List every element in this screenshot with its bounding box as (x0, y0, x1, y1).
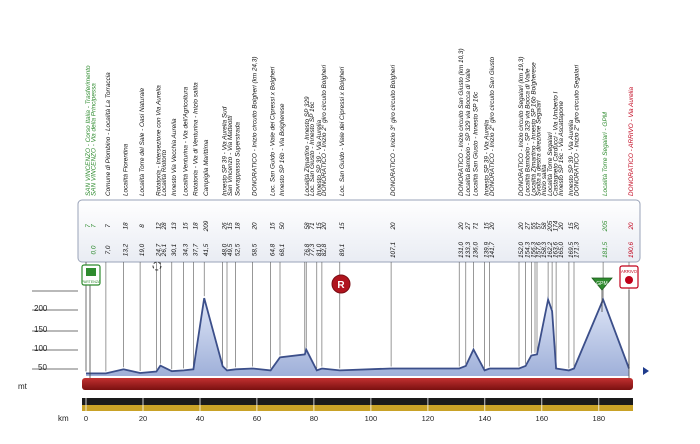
waypoint-altitude: 7 (90, 224, 98, 228)
waypoint-km: 26,1 (160, 243, 168, 257)
waypoint-altitude: 27 (524, 222, 532, 230)
waypoint-km: 157,6 (535, 242, 543, 258)
waypoint-label: DONORATICO - Inizio circuito San Giusto (km 10,3) (458, 48, 466, 196)
waypoint-altitude: 20 (518, 222, 525, 230)
y-tick: 200 (34, 304, 48, 313)
y-tick: 100 (34, 344, 48, 353)
gpm-marker (592, 278, 612, 312)
waypoint-km: 162,2 (547, 242, 555, 258)
waypoint-altitude: 7 (85, 224, 92, 228)
sprint-marker (153, 262, 161, 270)
waypoint-altitude: 57 (535, 222, 543, 230)
waypoint-km: 52,5 (234, 243, 242, 257)
waypoint-altitude: 174 (552, 220, 560, 232)
waypoint-altitude: 71 (309, 222, 317, 230)
waypoint-km: 13,2 (122, 243, 130, 257)
waypoint-label: Località Zimartino - Innesto SP 16b Bolgherese (530, 62, 538, 196)
waypoint-label: Località Fiorentina (122, 143, 130, 196)
waypoint-km: 154,3 (524, 242, 532, 258)
waypoint-altitude: 20 (557, 222, 565, 230)
x-tick-label: 140 (478, 414, 492, 423)
waypoint-km: 165,0 (557, 242, 565, 258)
waypoint-altitude: 15 (315, 222, 323, 230)
waypoint-label: Campiglia Marittima (203, 139, 211, 196)
waypoint-km: 139,9 (483, 242, 491, 258)
waypoint-label: DONORATICO - Inizio 2° giro circuito Segalari (573, 65, 581, 196)
waypoint-km: 30,1 (170, 243, 178, 257)
x-tick-label: 60 (252, 414, 262, 423)
waypoint-km: 152,0 (518, 242, 525, 258)
waypoint-km: 163,6 (552, 242, 560, 258)
x-unit-label: km (58, 414, 69, 423)
finish-label: ARRIVO (620, 269, 638, 274)
waypoint-km: 141,7 (489, 242, 496, 258)
waypoint-altitude: 7 (104, 224, 112, 228)
waypoint-km: 34,3 (182, 243, 190, 257)
x-tick-label: 100 (364, 414, 378, 423)
refuel-label: R (337, 280, 345, 291)
waypoint-km: 24,7 (155, 243, 163, 257)
waypoint-label: Loc. San Guido - Viale dei Cipressi x Bolgheri (338, 66, 346, 196)
waypoint-altitude: 12 (155, 222, 163, 230)
waypoint-altitude: 20 (390, 222, 398, 230)
waypoint-altitude: 15 (182, 222, 190, 230)
waypoint-km: 7,0 (104, 245, 112, 255)
waypoint-altitude: 71 (472, 222, 480, 230)
waypoint-km: 81,0 (315, 243, 323, 257)
start-label: PARTENZA (81, 280, 101, 284)
waypoint-altitude: 27 (464, 222, 472, 230)
waypoint-label: Località San Giusto - Innesto SP 16c (472, 91, 480, 196)
waypoint-altitude: 50 (279, 222, 286, 230)
waypoint-km: 158,3 (541, 242, 549, 258)
y-tick: 50 (38, 363, 47, 372)
waypoint-label: Innesto SP 39 - Via Aurelia Sud (221, 106, 229, 196)
x-tick-label: 160 (535, 414, 549, 423)
waypoint-label: Innesto SP 39 - Via Aurelia (567, 119, 575, 196)
waypoint-label: DONORATICO - ARRIVO - Via Aurelia (628, 86, 635, 196)
y-unit-label: mt (18, 382, 27, 391)
road-band (82, 378, 633, 390)
waypoint-label: Innesto SP 39 - Via Aurelia (315, 119, 323, 196)
waypoint-altitude: 55 (530, 222, 538, 230)
waypoint-km: 190,6 (628, 242, 635, 258)
waypoint-label: DONORATICO - Inizio circuito Bolgheri (km 24,3) (251, 56, 259, 196)
waypoint-altitude: 26 (221, 222, 229, 230)
waypoint-km: 156,3 (530, 242, 538, 258)
waypoint-label: Località Torre Segalari - GPM (602, 112, 610, 196)
waypoint-km: 76,8 (303, 243, 311, 257)
start-marker (82, 265, 101, 378)
waypoint-altitude: 209 (203, 220, 211, 232)
waypoint-label: Svolta a destra direzione Segalari (535, 100, 543, 196)
waypoint-altitude: 58 (303, 222, 311, 230)
waypoint-label: Castagneto Carducci - Via Umberto I (552, 91, 560, 196)
waypoint-label: Innesto SP 16b - Via Bolgherese (279, 103, 286, 196)
waypoint-km: 136,0 (472, 242, 480, 258)
waypoint-altitude: 18 (192, 222, 200, 230)
waypoint-label: Rotatoria - Via di Venturina - Inizio salita (192, 82, 200, 196)
x-tick-label: 180 (592, 414, 606, 423)
waypoint-label: Località Riotorto (160, 149, 168, 196)
x-tick-label: 40 (195, 414, 205, 423)
waypoint-km: 58,5 (251, 243, 259, 257)
waypoint-km: 169,5 (567, 242, 575, 258)
waypoint-label: DONORATICO - Inizio 3° giro circuito Bolgheri (390, 65, 398, 196)
waypoint-altitude: 205 (602, 220, 610, 232)
waypoint-km: 131,0 (458, 242, 466, 258)
waypoint-altitude: 20 (489, 222, 496, 230)
waypoint-label: SAN VINCENZO - Corso Italia - Trasferimento (85, 65, 92, 196)
x-tick-label: 0 (83, 414, 89, 423)
waypoint-label: Loc. San Guido - Viale dei Cipressi x Bolgheri (269, 66, 277, 196)
waypoint-altitude: 20 (321, 222, 329, 230)
waypoint-altitude: 205 (547, 220, 555, 232)
waypoint-altitude: 20 (628, 222, 635, 230)
waypoint-altitude: 58 (541, 222, 549, 230)
waypoint-label: Località Venturina - Via dell'Agricoltura (182, 86, 190, 196)
waypoint-altitude: 15 (269, 222, 277, 230)
waypoint-km: 133,3 (464, 242, 472, 258)
waypoint-altitude: 18 (234, 222, 242, 230)
waypoint-km: 181,5 (602, 242, 610, 258)
x-tick-label: 120 (421, 414, 435, 423)
waypoint-km: 49,5 (227, 243, 235, 257)
waypoint-label: Rotatoria - Intersezione con Via Aurelia (155, 85, 163, 196)
waypoint-label: Innesto Via Vecchia Aurelia (170, 118, 178, 196)
waypoint-km: 77,3 (309, 243, 317, 257)
checkered-flag-icon (86, 268, 96, 276)
waypoint-label: SAN VINCENZO - Via della Principessa (90, 83, 98, 196)
x-tick-label: 80 (309, 414, 319, 423)
sprint-icon (153, 262, 161, 270)
waypoint-label: San Vincenzo - Via Matteotti (227, 115, 235, 196)
waypoint-km: 64,8 (269, 243, 277, 257)
gpm-label: GPM (596, 281, 608, 287)
waypoint-label: DONORATICO - Inizio circuito Segalari (km 19,3) (518, 56, 525, 196)
waypoint-km: 0,0 (90, 245, 98, 255)
waypoint-altitude: 18 (122, 222, 130, 230)
waypoint-label: Località Zimartino - Innesto SP 329 (303, 96, 311, 196)
waypoint-label: Innesto SP 16c - Via Ascattapone (557, 101, 565, 196)
waypoint-altitude: 15 (483, 222, 491, 230)
waypoint-km: 19,0 (139, 243, 147, 257)
waypoint-label: Località Bambolo - SP 329 via Bocca di Valle (524, 68, 532, 196)
waypoint-km: 48,0 (221, 243, 229, 257)
waypoint-label: Località Torre Segalari (547, 132, 555, 196)
waypoint-altitude: 15 (227, 222, 235, 230)
waypoint-km: 107,1 (390, 242, 398, 258)
waypoint-label: Loc. San Giusto - Innesto SP 16c (309, 101, 317, 196)
waypoint-km: 171,3 (573, 242, 581, 258)
y-axis (18, 291, 78, 391)
waypoint-label: Sovrappasso Superstrada (234, 122, 242, 196)
waypoint-altitude: 20 (251, 222, 259, 230)
waypoint-label: Località Bambolo - SP 329 via Bocca di Valle (464, 68, 472, 196)
waypoint-altitude: 13 (170, 222, 178, 230)
waypoint-label: DONORATICO - Inizio 2° giro circuito Bolgheri (321, 65, 329, 196)
waypoint-altitude: 20 (458, 222, 466, 230)
waypoint-altitude: 15 (338, 222, 346, 230)
waypoint-km: 82,8 (321, 243, 329, 257)
waypoint-altitude: 15 (567, 222, 575, 230)
direction-arrow-icon (643, 367, 649, 375)
waypoint-labels (85, 48, 635, 196)
x-tick-label: 20 (138, 414, 148, 423)
waypoint-label: Innesto SP 39 - Via Aurelia (483, 119, 491, 196)
waypoint-altitude: 28 (160, 222, 168, 230)
waypoint-km: 37,7 (192, 243, 200, 257)
waypoint-altitude: 8 (139, 224, 147, 228)
waypoint-km: 89,1 (338, 243, 346, 257)
elevation-profile-area (86, 298, 629, 376)
y-tick: 150 (34, 325, 48, 334)
finish-icon (625, 276, 633, 284)
waypoint-km: 68,1 (279, 243, 286, 257)
waypoint-label: Località Torre del Sale - Oasi Naturale (139, 87, 147, 196)
waypoint-label: DONORATICO - Inizio 2° giro circuito San Giusto (489, 56, 496, 196)
waypoint-altitude: 20 (573, 222, 581, 230)
waypoint-label: Inizio salita (541, 164, 549, 196)
refuel-marker (332, 275, 350, 293)
waypoint-km: 41,5 (203, 243, 211, 257)
waypoint-label: Comune di Piombino - Località La Torraccia (104, 72, 112, 196)
